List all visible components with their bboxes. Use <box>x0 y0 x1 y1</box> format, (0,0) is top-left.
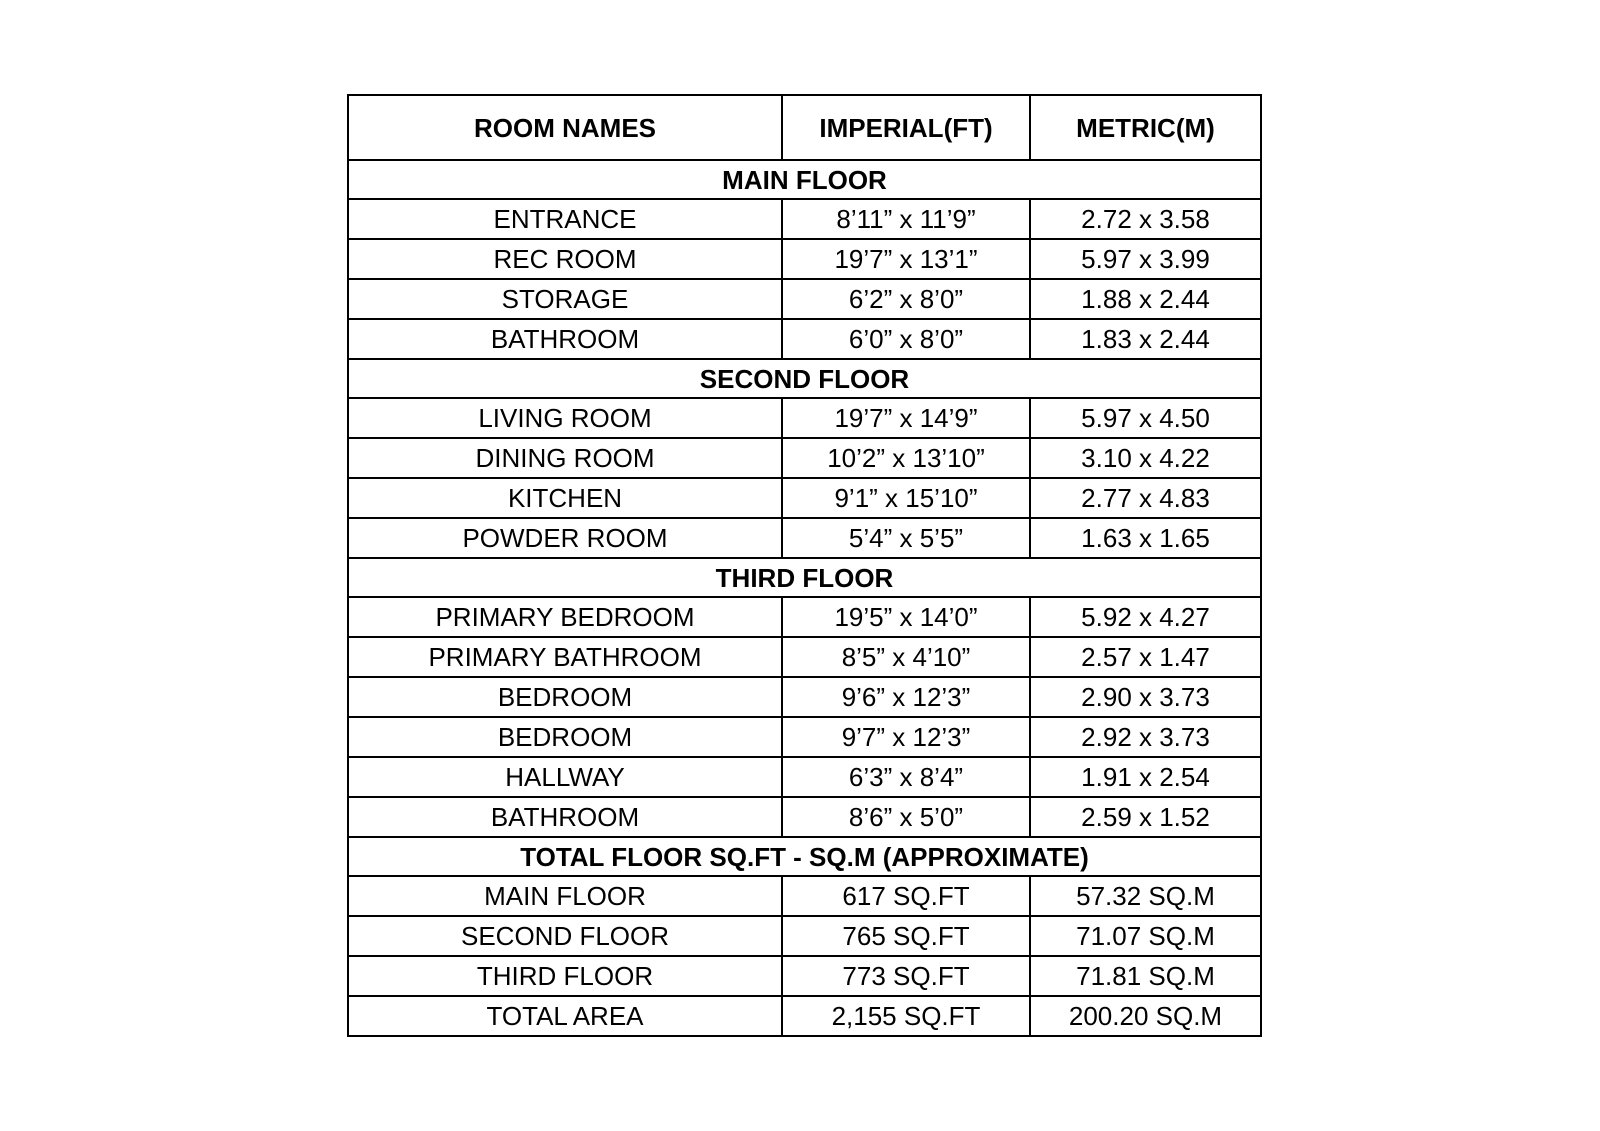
imperial-cell: 19’5” x 14’0” <box>782 597 1030 637</box>
metric-cell: 3.10 x 4.22 <box>1030 438 1261 478</box>
imperial-cell: 8’11” x 11’9” <box>782 199 1030 239</box>
section-title: SECOND FLOOR <box>348 359 1261 398</box>
imperial-cell: 765 SQ.FT <box>782 916 1030 956</box>
table-row <box>348 518 1261 558</box>
imperial-cell: 5’4” x 5’5” <box>782 518 1030 558</box>
metric-cell: 1.91 x 2.54 <box>1030 757 1261 797</box>
section-title: MAIN FLOOR <box>348 160 1261 199</box>
imperial-cell: 6’0” x 8’0” <box>782 319 1030 359</box>
table-row <box>348 956 1261 996</box>
table-row <box>348 717 1261 757</box>
imperial-cell: 773 SQ.FT <box>782 956 1030 996</box>
table-row <box>348 996 1261 1036</box>
section-row-totals <box>348 837 1261 876</box>
imperial-cell: 19’7” x 14’9” <box>782 398 1030 438</box>
room-name-cell: BATHROOM <box>348 797 782 837</box>
room-name-cell: POWDER ROOM <box>348 518 782 558</box>
metric-cell: 1.83 x 2.44 <box>1030 319 1261 359</box>
imperial-cell: 9’7” x 12’3” <box>782 717 1030 757</box>
room-name-cell: MAIN FLOOR <box>348 876 782 916</box>
metric-cell: 5.97 x 3.99 <box>1030 239 1261 279</box>
table-row <box>348 319 1261 359</box>
header-row <box>348 95 1261 160</box>
table-row <box>348 239 1261 279</box>
room-name-cell: ENTRANCE <box>348 199 782 239</box>
metric-cell: 5.97 x 4.50 <box>1030 398 1261 438</box>
table-row <box>348 757 1261 797</box>
table-row <box>348 797 1261 837</box>
metric-cell: 200.20 SQ.M <box>1030 996 1261 1036</box>
table-row <box>348 916 1261 956</box>
header-imperial: IMPERIAL(FT) <box>782 95 1030 160</box>
room-name-cell: PRIMARY BATHROOM <box>348 637 782 677</box>
table-row <box>348 876 1261 916</box>
metric-cell: 2.92 x 3.73 <box>1030 717 1261 757</box>
room-dimensions-table-wrapper <box>347 94 1260 1037</box>
room-name-cell: REC ROOM <box>348 239 782 279</box>
metric-cell: 2.59 x 1.52 <box>1030 797 1261 837</box>
imperial-cell: 9’1” x 15’10” <box>782 478 1030 518</box>
metric-cell: 2.57 x 1.47 <box>1030 637 1261 677</box>
table-row <box>348 398 1261 438</box>
room-name-cell: BEDROOM <box>348 677 782 717</box>
room-name-cell: LIVING ROOM <box>348 398 782 438</box>
imperial-cell: 6’3” x 8’4” <box>782 757 1030 797</box>
room-dimensions-table <box>347 94 1262 1037</box>
metric-cell: 5.92 x 4.27 <box>1030 597 1261 637</box>
room-name-cell: THIRD FLOOR <box>348 956 782 996</box>
section-title: TOTAL FLOOR SQ.FT - SQ.M (APPROXIMATE) <box>348 837 1261 876</box>
metric-cell: 71.07 SQ.M <box>1030 916 1261 956</box>
header-metric: METRIC(M) <box>1030 95 1261 160</box>
imperial-cell: 19’7” x 13’1” <box>782 239 1030 279</box>
metric-cell: 1.88 x 2.44 <box>1030 279 1261 319</box>
metric-cell: 1.63 x 1.65 <box>1030 518 1261 558</box>
section-title: THIRD FLOOR <box>348 558 1261 597</box>
metric-cell: 2.72 x 3.58 <box>1030 199 1261 239</box>
imperial-cell: 2,155 SQ.FT <box>782 996 1030 1036</box>
header-room-names: ROOM NAMES <box>348 95 782 160</box>
imperial-cell: 6’2” x 8’0” <box>782 279 1030 319</box>
room-name-cell: SECOND FLOOR <box>348 916 782 956</box>
room-name-cell: KITCHEN <box>348 478 782 518</box>
table-row <box>348 478 1261 518</box>
table-row <box>348 637 1261 677</box>
room-name-cell: HALLWAY <box>348 757 782 797</box>
imperial-cell: 8’6” x 5’0” <box>782 797 1030 837</box>
room-name-cell: STORAGE <box>348 279 782 319</box>
metric-cell: 57.32 SQ.M <box>1030 876 1261 916</box>
metric-cell: 2.90 x 3.73 <box>1030 677 1261 717</box>
imperial-cell: 617 SQ.FT <box>782 876 1030 916</box>
section-row-second-floor <box>348 359 1261 398</box>
metric-cell: 2.77 x 4.83 <box>1030 478 1261 518</box>
table-row <box>348 438 1261 478</box>
table-row <box>348 199 1261 239</box>
section-row-main-floor <box>348 160 1261 199</box>
table-row <box>348 597 1261 637</box>
table-row <box>348 279 1261 319</box>
room-name-cell: BATHROOM <box>348 319 782 359</box>
room-name-cell: DINING ROOM <box>348 438 782 478</box>
metric-cell: 71.81 SQ.M <box>1030 956 1261 996</box>
table-row <box>348 677 1261 717</box>
imperial-cell: 9’6” x 12’3” <box>782 677 1030 717</box>
room-name-cell: TOTAL AREA <box>348 996 782 1036</box>
imperial-cell: 10’2” x 13’10” <box>782 438 1030 478</box>
room-name-cell: BEDROOM <box>348 717 782 757</box>
section-row-third-floor <box>348 558 1261 597</box>
room-name-cell: PRIMARY BEDROOM <box>348 597 782 637</box>
imperial-cell: 8’5” x 4’10” <box>782 637 1030 677</box>
